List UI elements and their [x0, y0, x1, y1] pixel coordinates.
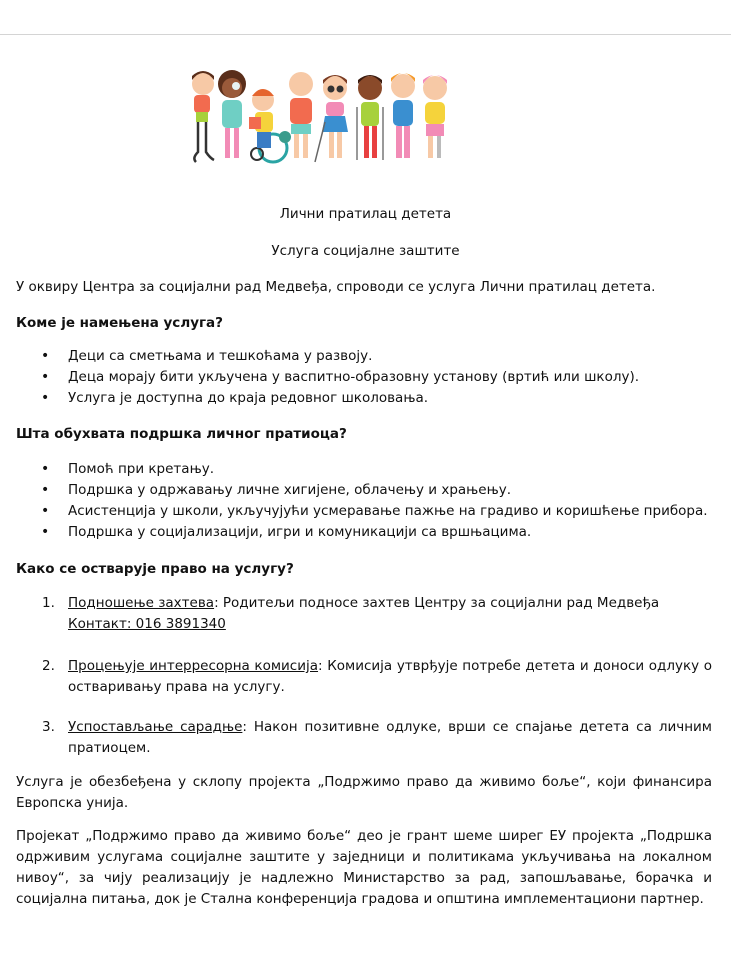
procedure-steps-2	[16, 656, 712, 698]
step-text: : Комисија утврђује потребе детета и доноси одлуку о остваривању права на услугу.	[68, 658, 712, 695]
children-illustration	[185, 62, 547, 170]
support-list	[16, 459, 716, 543]
step-number: 3.	[42, 719, 55, 735]
child-figure	[423, 75, 447, 158]
list-item: • Деца морају бити укључена у васпитно-образовну установу (вртић или школу).	[16, 367, 716, 388]
child-figure	[279, 72, 313, 158]
section-heading-procedure: Како се остварује право на услугу?	[16, 561, 294, 577]
step-text: : Након позитивне одлуке, врши се спајање детета са личним пратиоцем.	[68, 719, 712, 756]
child-figure	[391, 73, 415, 158]
section-heading-support: Шта обухвата подршка личног пратиоца?	[16, 426, 347, 442]
list-item: • Услуга је доступна до краја редовног школовања.	[16, 388, 716, 409]
child-figure	[218, 70, 246, 158]
page-title: Лични пратилац детета	[279, 206, 452, 222]
child-figure	[249, 89, 287, 162]
step-term: Успостављање сарадње	[68, 719, 243, 735]
list-item: • Деци са сметњама и тешкоћама у развоју.	[16, 346, 716, 367]
step-number: 2.	[42, 658, 55, 674]
target-list	[16, 346, 716, 409]
step-item	[16, 593, 712, 635]
project-paragraph: Пројекат „Подржимо право да живимо боље“ део је грант шеме ширег ЕУ пројекта „Подршка одрживим услугама социјалне заштите у заједници и политикама укључивања на локалном нивоу“, за чију реализацију је надлежно Министарство за рад, запошљавање, борачка и социјална питања, док је Стална конференција градова и општина имплементациони партнер.	[16, 828, 712, 907]
funding-paragraph: Услуга је обезбеђена у склопу пројекта „Подржимо право да живимо боље“, који финансира Европска унија.	[16, 774, 712, 811]
step-term: Процењује интерресорна комисија	[68, 658, 319, 674]
intro-paragraph: У оквиру Центра за социјални рад Медвеђа, спроводи се услуга Лични пратилац детета.	[16, 279, 656, 295]
step-term: Подношење захтева	[68, 595, 215, 611]
step-item	[16, 656, 712, 698]
list-item: • Подршка у социјализацији, игри и комуникацији са вршњацима.	[16, 522, 716, 543]
section-heading-target: Коме је намењена услуга?	[16, 315, 223, 331]
step-item	[16, 717, 712, 759]
step-number: 1.	[42, 595, 55, 611]
child-figure	[357, 75, 383, 160]
child-figure	[192, 71, 214, 162]
list-item: • Подршка у одржавању личне хигијене, облачењу и храњењу.	[16, 480, 716, 501]
top-divider	[0, 34, 731, 35]
list-item: • Помоћ при кретању.	[16, 459, 716, 480]
procedure-steps	[16, 593, 712, 635]
procedure-steps-3	[16, 717, 712, 759]
list-item: • Асистенција у школи, укључујући усмеравање пажње на градиво и коришћење прибора.	[16, 501, 716, 522]
step-text: : Родитељи подносе захтев Центру за социјални рад Медвеђа	[214, 595, 660, 611]
child-figure	[315, 75, 348, 162]
page-subtitle: Услуга социјалне заштите	[271, 243, 460, 259]
contact-phone-link[interactable]: Контакт: 016 3891340	[68, 616, 226, 632]
